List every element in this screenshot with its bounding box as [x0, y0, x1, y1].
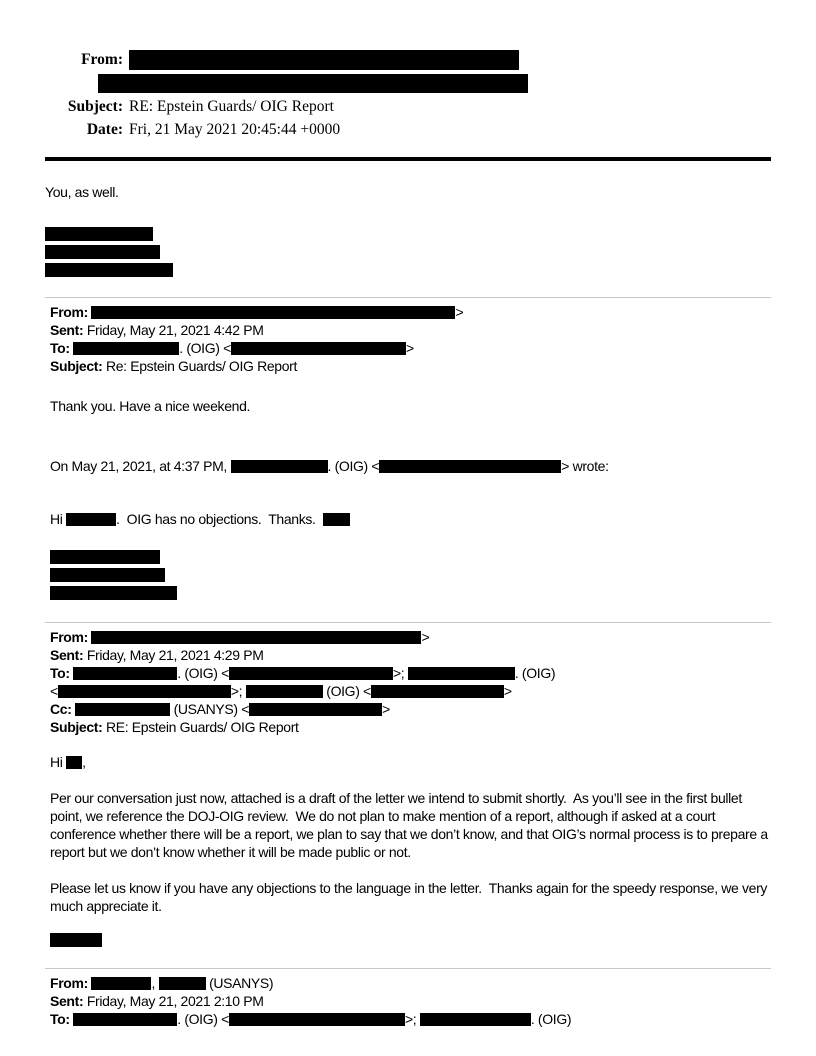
wrote-fragment: > wrote:: [561, 458, 609, 475]
redaction-bar: [323, 513, 350, 526]
greeting-line: [50, 753, 771, 771]
redaction-bar: [50, 550, 160, 564]
subject-label: Subject:: [50, 719, 103, 736]
sent-label: Sent:: [50, 647, 84, 664]
redaction-bar: [50, 933, 102, 947]
redaction-bar: [229, 667, 393, 680]
to-label: To:: [50, 665, 70, 682]
subject-line: [50, 718, 771, 736]
email-body: [45, 183, 771, 1028]
subject-value: Re: Epstein Guards/ OIG Report: [105, 358, 298, 375]
message-fragment: Hi: [50, 511, 67, 528]
top-subject-row: [45, 98, 771, 115]
separator-line: [45, 968, 771, 969]
from-fragment: (USANYS): [205, 975, 274, 992]
subject-line: [50, 357, 771, 375]
to-fragment: >;: [230, 683, 246, 700]
quoted-header-1: [50, 303, 771, 375]
to-line: [50, 339, 771, 357]
from-label: From:: [50, 975, 88, 992]
separator-line: [45, 622, 771, 623]
redaction-bar: [45, 245, 160, 259]
to-fragment: . (OIG) <: [179, 340, 231, 357]
to-fragment: >: [503, 683, 512, 700]
wrote-fragment: . (OIG) <: [327, 458, 380, 475]
to-fragment: . (OIG): [514, 665, 556, 682]
redaction-bar: [129, 50, 519, 70]
signature-block: [45, 227, 771, 277]
from-line: [50, 974, 771, 992]
quoted-header-3: [50, 974, 771, 1028]
redaction-bar: [45, 227, 153, 241]
from-line: [50, 303, 771, 321]
message-fragment: . OIG has no objections. Thanks.: [116, 511, 323, 528]
oig-reply-line: [50, 510, 771, 528]
separator-line: [45, 297, 771, 298]
subject-value: RE: Epstein Guards/ OIG Report: [105, 719, 299, 736]
from-suffix: >: [421, 629, 430, 646]
top-date-row: [45, 121, 771, 138]
greeting-fragment: Hi: [50, 754, 67, 771]
redaction-bar: [229, 1013, 405, 1026]
to-fragment: (OIG) <: [322, 683, 371, 700]
sent-value: Friday, May 21, 2021 2:10 PM: [86, 993, 264, 1010]
top-message-header: [45, 50, 771, 138]
redaction-bar: [159, 977, 206, 990]
subject-label: Subject:: [50, 358, 103, 375]
sent-line: [50, 992, 771, 1010]
to-line-wrap: [50, 682, 771, 700]
signature-block: [50, 933, 771, 947]
to-line: [50, 664, 771, 682]
sent-line: [50, 646, 771, 664]
to-line: [50, 1010, 771, 1028]
subject-value: RE: Epstein Guards/ OIG Report: [129, 98, 334, 115]
redaction-bar: [420, 1013, 531, 1026]
sent-label: Sent:: [50, 322, 84, 339]
body-paragraph: Per our conversation just now, attached is a draft of the letter we intend to submit shortly. As you’ll see in the first bullet point, we reference the DOJ-OIG review. We do not plan to make mention of a report, although if asked at a court conference whether there will be a report, we plan to say that we don’t know, and that OIG’s normal process is to prepare a report but we don’t know whether it will be made public or not.: [50, 790, 772, 861]
redaction-bar: [246, 685, 323, 698]
redaction-bar: [91, 977, 151, 990]
redaction-bar: [66, 513, 116, 526]
cc-line: [50, 700, 771, 718]
to-label: To:: [50, 340, 70, 357]
redaction-bar: [371, 685, 504, 698]
redaction-bar: [231, 460, 328, 473]
redaction-bar: [75, 703, 170, 716]
sent-label: Sent:: [50, 993, 84, 1010]
cc-fragment: >: [382, 701, 390, 718]
from-fragment: ,: [151, 975, 159, 992]
from-line: [50, 628, 771, 646]
from-suffix: >: [455, 304, 464, 321]
to-fragment: >;: [392, 665, 408, 682]
wrote-line: [50, 457, 771, 475]
to-fragment: >;: [404, 1011, 420, 1028]
redaction-bar: [73, 1013, 177, 1026]
cc-fragment: (USANYS) <: [170, 701, 250, 718]
sent-value: Friday, May 21, 2021 4:29 PM: [86, 647, 264, 664]
to-label: To:: [50, 1011, 70, 1028]
date-label: Date:: [86, 121, 123, 139]
to-fragment: . (OIG) <: [177, 665, 229, 682]
top-from-row: [45, 50, 771, 70]
reply-body-text: You, as well.: [45, 184, 119, 201]
redaction-bar: [66, 756, 82, 769]
redaction-bar: [379, 460, 561, 473]
redaction-bar: [408, 667, 515, 680]
redaction-bar: [58, 685, 231, 698]
quoted-header-2: [50, 628, 771, 736]
from-label: From:: [50, 304, 88, 321]
from-label: From:: [81, 51, 123, 69]
body-paragraph: Please let us know if you have any objections to the language in the letter. Thanks again for the speedy response, we very much appreciate it.: [50, 880, 771, 915]
sent-value: Friday, May 21, 2021 4:42 PM: [86, 322, 264, 339]
redaction-bar: [73, 342, 179, 355]
redaction-bar: [50, 586, 177, 600]
redaction-bar: [98, 74, 528, 93]
cc-label: Cc:: [50, 701, 72, 718]
redaction-bar: [91, 631, 421, 644]
redaction-bar: [73, 667, 177, 680]
redaction-bar: [231, 342, 406, 355]
redaction-bar: [50, 568, 165, 582]
redaction-bar: [249, 703, 382, 716]
greeting-fragment: ,: [82, 754, 86, 771]
to-fragment: . (OIG): [530, 1011, 572, 1028]
redaction-bar: [91, 306, 455, 319]
sent-line: [50, 321, 771, 339]
to-fragment: <: [50, 683, 58, 700]
header-rule: [45, 157, 771, 161]
signature-block: [50, 550, 771, 600]
to-fragment: . (OIG) <: [177, 1011, 229, 1028]
from-label: From:: [50, 629, 88, 646]
redaction-bar: [45, 263, 173, 277]
to-fragment: >: [405, 340, 414, 357]
subject-label: Subject:: [67, 98, 123, 115]
message-text: Thank you. Have a nice weekend.: [50, 398, 251, 415]
wrote-fragment: On May 21, 2021, at 4:37 PM,: [50, 458, 231, 475]
date-value: Fri, 21 May 2021 20:45:44 +0000: [129, 121, 341, 139]
